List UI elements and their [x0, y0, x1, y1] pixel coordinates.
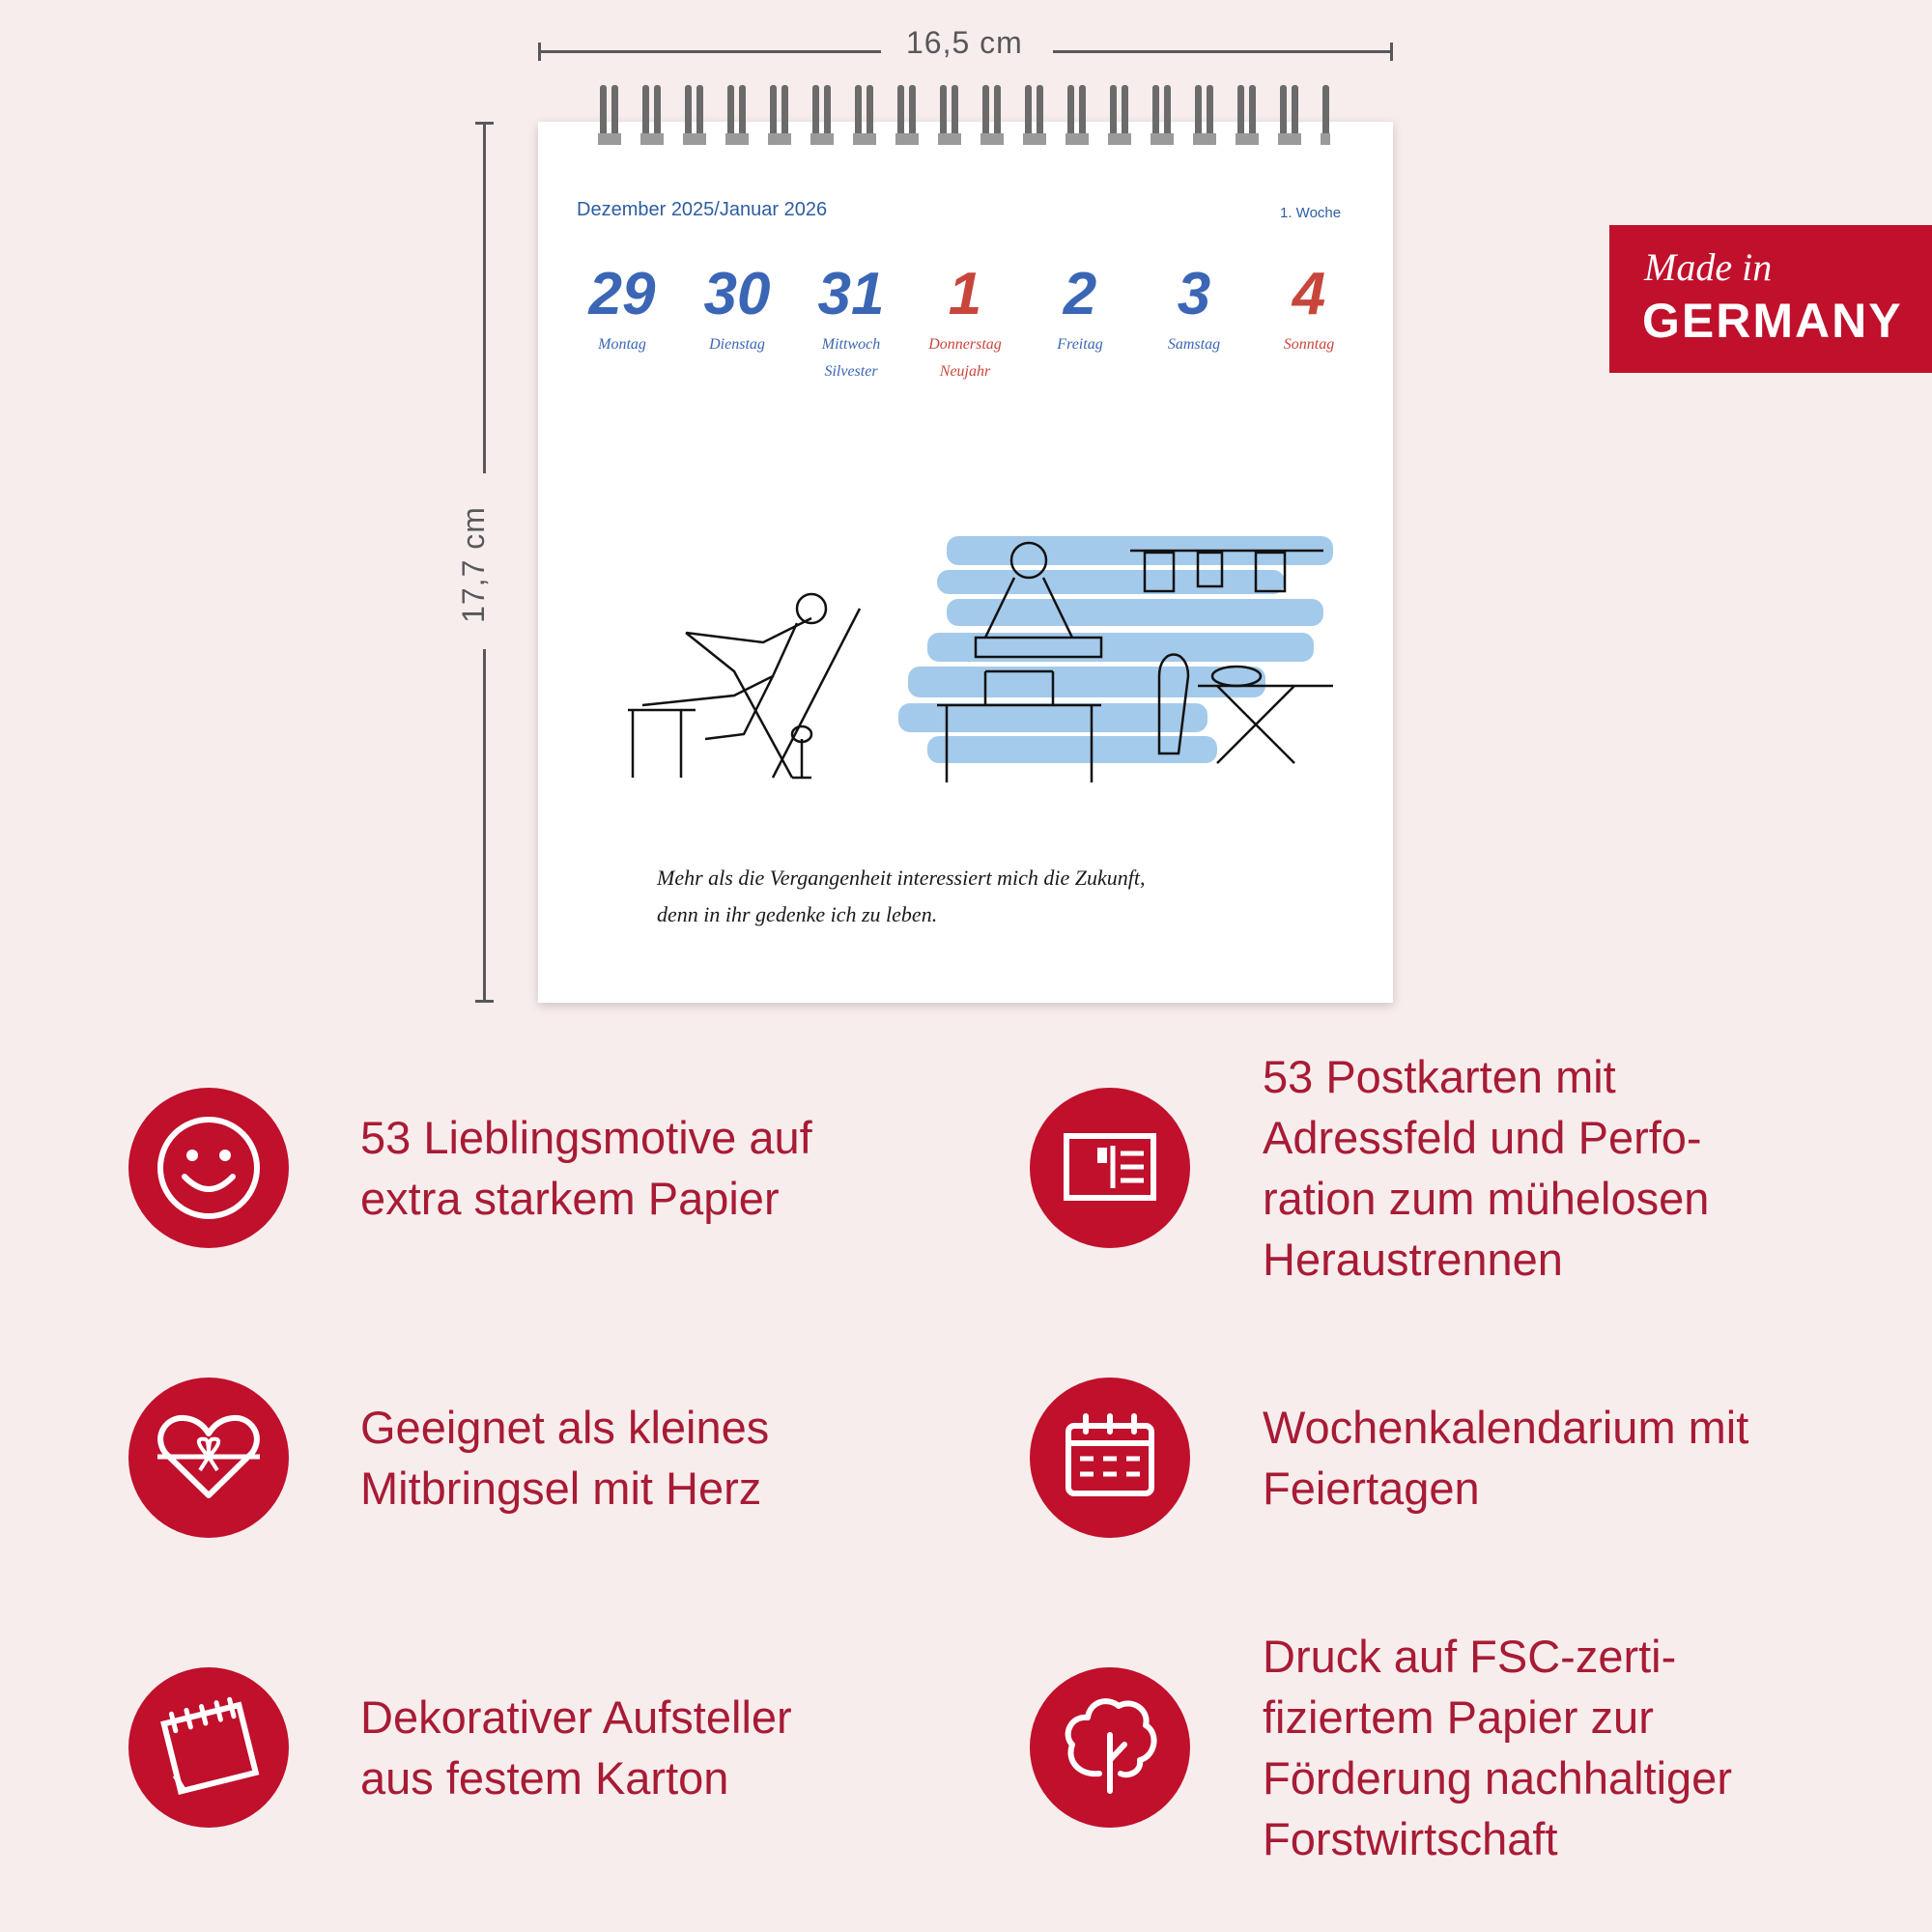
day-name: Dienstag	[709, 336, 765, 353]
day-column	[1141, 261, 1247, 361]
spiral-ring	[1151, 85, 1174, 145]
spiral-ring	[938, 85, 961, 145]
spiral-ring	[598, 85, 621, 145]
feature-text: Dekorativer Aufsteller aus festem Karton	[360, 1691, 792, 1804]
quote-line: denn in ihr gedenke ich zu leben.	[657, 902, 938, 926]
width-label: 16,5 cm	[906, 25, 1023, 60]
made-in-germany-badge	[1609, 225, 1932, 373]
feature-text: Geeignet als kleines Mitbringsel mit Herz	[360, 1402, 770, 1514]
day-number: 30	[703, 261, 771, 327]
day-number: 31	[817, 261, 885, 327]
day-holiday: Silvester	[824, 363, 878, 380]
feature-text: Druck auf FSC-zerti- fiziertem Papier zur Förderung nachhaltiger Forstwirtschaft	[1263, 1631, 1732, 1864]
day-name: Samstag	[1167, 336, 1221, 353]
feature-icon-circle	[1030, 1088, 1190, 1248]
spiral-ring	[640, 85, 664, 145]
day-column	[684, 261, 790, 361]
spiral-ring	[1278, 85, 1301, 145]
day-number: 1	[948, 261, 982, 327]
calendar-quote	[657, 860, 1314, 933]
day-name: Montag	[598, 336, 646, 353]
day-holiday: Neujahr	[939, 363, 991, 380]
height-label: 17,7 cm	[455, 506, 491, 623]
day-number: 4	[1292, 261, 1326, 327]
day-column	[912, 261, 1018, 383]
spiral-ring	[853, 85, 876, 145]
spiral-ring	[1193, 85, 1216, 145]
heart-gift-icon	[128, 1378, 289, 1538]
spiral-ring	[1065, 85, 1089, 145]
day-name: Mittwoch	[821, 336, 881, 353]
day-column	[1027, 261, 1133, 361]
spiral-ring	[1023, 85, 1046, 145]
calendar-illustration	[618, 531, 1343, 802]
day-name: Freitag	[1057, 336, 1103, 353]
spiral-binding	[596, 83, 1330, 160]
day-column	[569, 261, 675, 361]
day-column	[1256, 261, 1362, 361]
feature-icon-circle	[1030, 1378, 1190, 1538]
day-name: Sonntag	[1283, 336, 1335, 353]
feature-icon-circle	[1030, 1667, 1190, 1828]
spiral-ring	[768, 85, 791, 145]
calendar-month-label: Dezember 2025/Januar 2026	[577, 199, 828, 220]
tree-icon	[1030, 1667, 1190, 1828]
spiral-ring	[810, 85, 834, 145]
smiley-icon	[128, 1088, 289, 1248]
calendar-week-label: 1. Woche	[1280, 205, 1342, 221]
spiral-ring	[895, 85, 919, 145]
feature-text: Wochenkalendarium mit Feiertagen	[1263, 1402, 1749, 1514]
feature-icon-circle	[128, 1378, 289, 1538]
day-number: 2	[1063, 261, 1097, 327]
day-name: Donnerstag	[928, 336, 1002, 353]
postcard-icon	[1030, 1088, 1190, 1248]
feature-icon-circle	[128, 1088, 289, 1248]
day-number: 29	[588, 261, 656, 327]
spiral-ring	[683, 85, 706, 145]
spiral-ring	[1108, 85, 1131, 145]
spiral-ring	[1236, 85, 1259, 145]
day-number: 3	[1177, 261, 1211, 327]
feature-text: 53 Postkarten mit Adressfeld und Perfo- ration zum mühelosen Heraustrennen	[1263, 1051, 1710, 1285]
day-column	[798, 261, 904, 383]
spiral-ring	[1321, 85, 1330, 145]
spiral-ring	[980, 85, 1004, 145]
desk-calendar-icon	[128, 1667, 289, 1828]
quote-line: Mehr als die Vergangenheit interessiert mich die Zukunft,	[657, 866, 1146, 890]
badge-germany: GERMANY	[1642, 294, 1903, 348]
badge-made-in: Made in	[1644, 245, 1773, 289]
feature-text: 53 Lieblingsmotive auf extra starkem Papier	[360, 1112, 812, 1224]
feature-icon-circle	[128, 1667, 289, 1828]
spiral-ring	[725, 85, 749, 145]
calendar-icon	[1030, 1378, 1190, 1538]
